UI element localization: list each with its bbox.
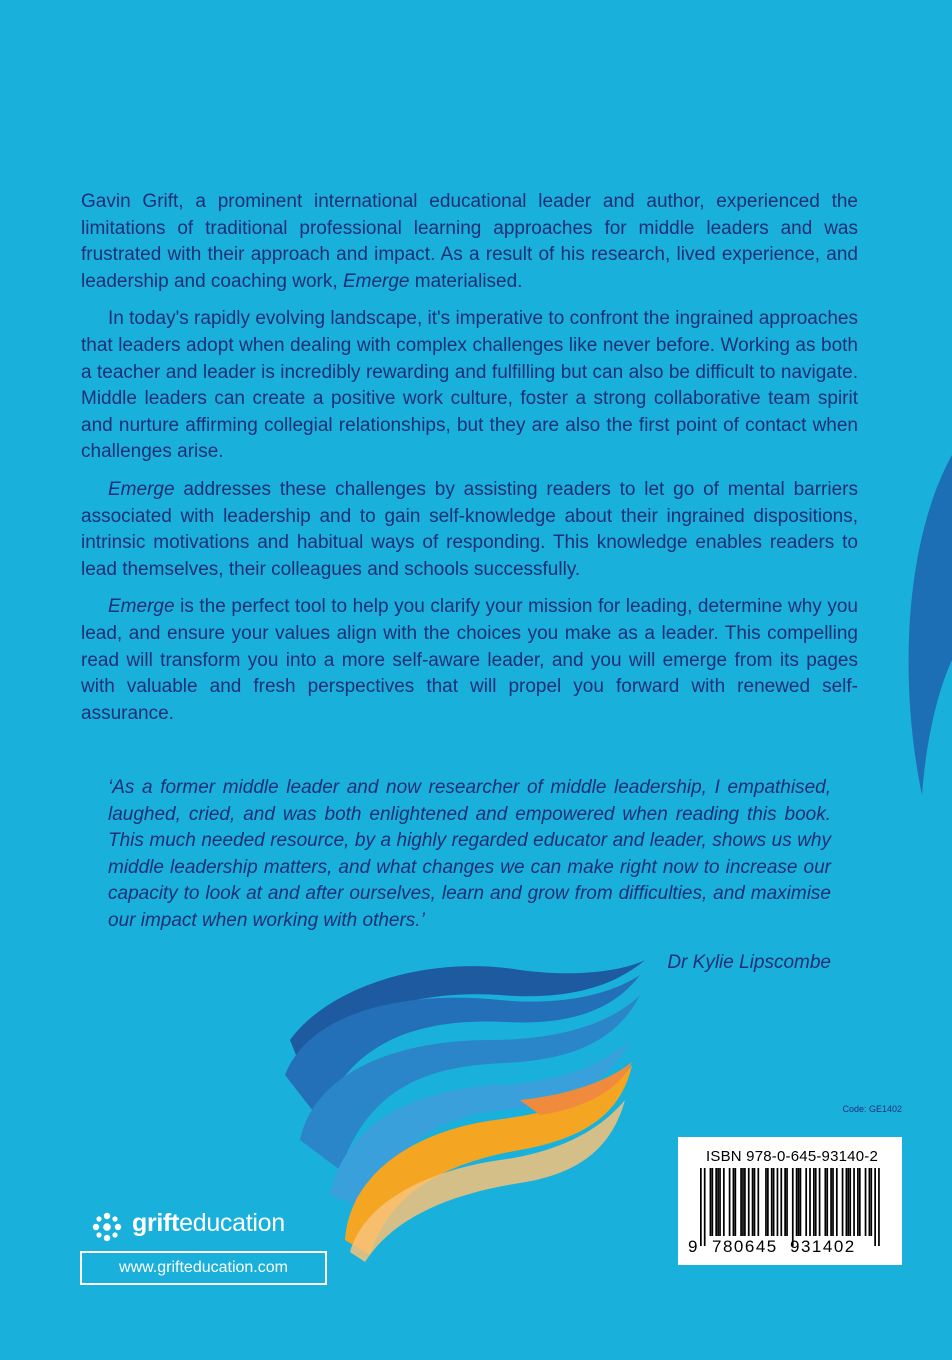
barcode-bar [830,1168,832,1236]
barcode-bar [784,1168,786,1236]
barcode-bar [780,1168,782,1236]
barcode-bar [865,1168,867,1236]
title-emphasis: Emerge [342,270,410,292]
barcode-bar [744,1168,746,1236]
logo-mark-icon [92,1212,122,1242]
barcode-bar [859,1168,861,1236]
title-emphasis: Emerge [108,478,175,500]
website-link[interactable]: www.grifteducation.com [80,1251,327,1285]
barcode-bar [870,1168,872,1236]
barcode-bar [715,1168,717,1236]
barcode-bar [717,1168,719,1236]
barcode-bar [711,1168,713,1236]
product-code: Code: GE1402 [842,1104,902,1114]
back-cover-blurb [81,189,858,738]
barcode-bar [869,1168,871,1236]
blurb-paragraph-2: In today's rapidly evolving landscape, it's imperative to confront the ingrained approaches that leaders adopt when dealing with complex challenges like never before. Working as both a teacher and leader is incredibly rewarding and fulfilling but can also be difficult to navigate. Middle leaders can create a positive work culture, foster a strong collaborative team spirit and nurture affirming collegial relationships, but they are also the first point of contact when challenges arise. [81,308,858,463]
barcode-bar [742,1168,744,1236]
barcode-bar [847,1168,849,1236]
barcode-bar [805,1168,807,1236]
logo-wordmark: grifteducation [132,1209,285,1237]
barcode-bar [740,1168,742,1236]
barcode-bar [792,1168,794,1246]
barcode-bar [826,1168,828,1236]
blurb-paragraph-3: Emerge addresses these challenges by assisting readers to let go of mental barriers associated with leadership and to gain self-knowledge about their ingrained dispositions, intrinsic motivations and habitual ways of responding. This knowledge enables readers to lead themselves, their colleagues and schools successfully. [81,478,858,580]
barcode-bar [723,1168,725,1236]
barcode-bar [786,1168,788,1236]
testimonial-quote: ‘As a former middle leader and now researcher of middle leadership, I empathised, laughed, cried, and was both enlightened and empowered when reading this book. This much needed resource, by a highly regarded educator and leader, shows us why middle leadership matters, and what changes we can make right now to increase our capacity to look at and after ourselves, learn and grow from difficulties, and maximise our impact when working with others.’ [108,777,831,931]
barcode-bar [849,1168,851,1236]
barcode-bar [733,1168,735,1236]
barcode-bar [765,1168,767,1236]
barcode-bar [729,1168,731,1236]
barcode-bar [773,1168,775,1236]
barcode-bar [710,1168,712,1236]
barcode-bar [853,1168,855,1236]
blurb-paragraph-4: Emerge is the perfect tool to help you clarify your mission for leading, determine why you lead, and ensure your values align with the choices you make as a leader. This compelling read will transform you into a more self-aware leader, and you will emerge from its pages with valuable and fresh perspectives that will propel you forward with renewed self-assurance. [81,596,858,724]
barcode-bar [767,1168,769,1236]
barcode-bar [857,1168,859,1236]
barcode-bar [809,1168,811,1236]
barcode-bar [704,1168,706,1246]
barcode-bar [777,1168,779,1236]
barcode-bar [796,1168,798,1236]
barcode-bar [800,1168,802,1236]
barcode-bar [824,1168,826,1236]
barcode-bar [771,1168,773,1236]
barcode-bar [719,1168,721,1236]
title-emphasis: Emerge [108,596,175,618]
barcode-bar [734,1168,736,1236]
barcode-bar [878,1168,880,1246]
isbn-label: ISBN 978-0-645-93140-2 [706,1148,879,1165]
barcode-digits-left: 780645 [712,1237,778,1256]
right-crescent-shape [909,455,952,795]
barcode-bar [813,1168,815,1236]
barcode-bar [752,1168,754,1236]
barcode-bar [700,1168,702,1246]
barcode-digits-right: 931402 [790,1237,856,1256]
isbn-barcode [700,1168,880,1246]
barcode-bar [842,1168,844,1236]
barcode-bar [798,1168,800,1236]
barcode-bar [754,1168,756,1236]
barcode-bar [815,1168,817,1236]
barcode-bar [832,1168,834,1236]
blurb-paragraph-1: Gavin Grift, a prominent international educational leader and author, experienced the limitations of traditional professional learning approaches for middle leaders and was frustrated with their approach and impact. As a result of his research, lived experience, and leadership and coaching work, Emerge materialised. [81,191,858,292]
barcode-bar [836,1168,838,1236]
barcode-bar [819,1168,821,1236]
barcode-bar [874,1168,876,1246]
barcode-bar [846,1168,848,1236]
barcode-digit-lead: 9 [688,1237,699,1256]
barcode-bar [748,1168,750,1236]
barcode-bar [757,1168,759,1236]
testimonial-author: Dr Kylie Lipscombe [667,952,831,973]
